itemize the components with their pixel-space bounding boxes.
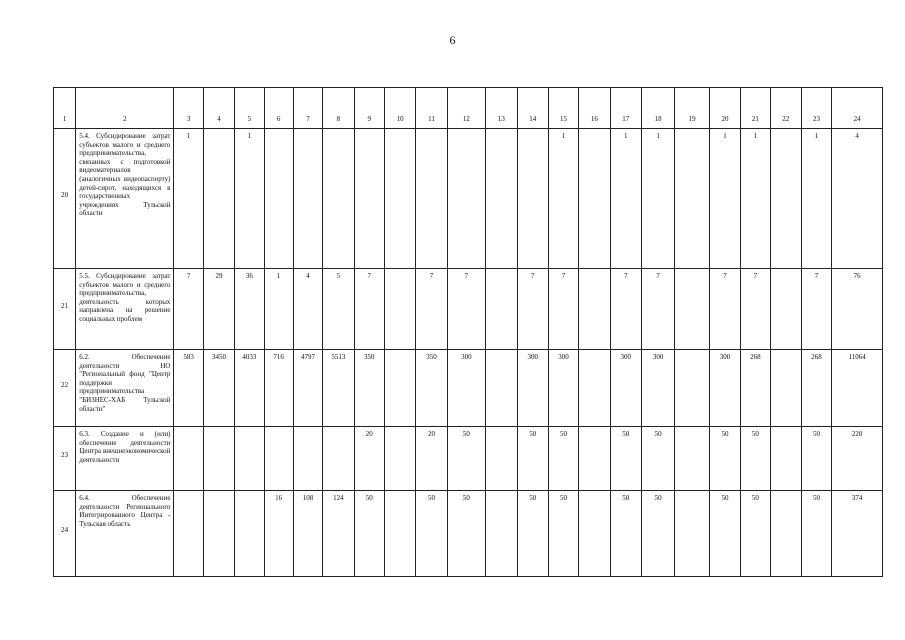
header-cell-12: 12	[447, 88, 485, 129]
value-cell-col-20: 300	[709, 350, 740, 427]
value-cell-col-12	[447, 129, 485, 269]
value-cell-col-24: 11064	[832, 350, 883, 427]
row-description: 6.3. Создание и (или) обеспечение деятельности Центра внешнеэкономической деятельности	[76, 427, 174, 491]
value-cell-col-16	[579, 427, 610, 491]
value-cell-col-16	[579, 269, 610, 350]
header-cell-4: 4	[203, 88, 234, 129]
value-cell-col-9: 7	[354, 269, 384, 350]
row-description: 5.4. Субсидирование затрат субъектов малого и среднего предпринимательства, связанных с подготовкой видеоматериалов (аналогичных видеопаспорту) детей-сирот, находящихся в государственных учреждениях Тульской области	[76, 129, 174, 269]
value-cell-col-7: 4797	[293, 350, 322, 427]
value-cell-col-5: 36	[235, 269, 264, 350]
value-cell-col-19	[675, 350, 709, 427]
header-cell-21: 21	[741, 88, 770, 129]
value-cell-col-24: 374	[832, 491, 883, 577]
header-cell-5: 5	[235, 88, 264, 129]
value-cell-col-3	[174, 427, 203, 491]
value-cell-col-15: 1	[548, 129, 578, 269]
value-cell-col-12: 50	[447, 491, 485, 577]
header-cell-14: 14	[517, 88, 548, 129]
value-cell-col-9	[354, 129, 384, 269]
header-cell-2: 2	[76, 88, 174, 129]
value-cell-col-18: 1	[641, 129, 674, 269]
value-cell-col-17: 50	[610, 427, 641, 491]
value-cell-col-12: 7	[447, 269, 485, 350]
value-cell-col-5: 1	[235, 129, 264, 269]
value-cell-col-16	[579, 491, 610, 577]
value-cell-col-24: 220	[832, 427, 883, 491]
value-cell-col-11: 20	[416, 427, 447, 491]
value-cell-col-3: 583	[174, 350, 203, 427]
header-cell-16: 16	[579, 88, 610, 129]
value-cell-col-11: 7	[416, 269, 447, 350]
value-cell-col-14: 7	[517, 269, 548, 350]
value-cell-col-15: 7	[548, 269, 578, 350]
value-cell-col-22	[770, 129, 801, 269]
value-cell-col-8: 5	[323, 269, 354, 350]
header-cell-18: 18	[641, 88, 674, 129]
header-cell-10: 10	[384, 88, 415, 129]
value-cell-col-8	[323, 427, 354, 491]
value-cell-col-17: 300	[610, 350, 641, 427]
table-body	[54, 88, 883, 577]
value-cell-col-14	[517, 129, 548, 269]
value-cell-col-4	[203, 129, 234, 269]
value-cell-col-6	[264, 427, 293, 491]
table-row	[54, 269, 883, 350]
value-cell-col-11: 350	[416, 350, 447, 427]
row-number: 23	[54, 427, 76, 491]
value-cell-col-12: 300	[447, 350, 485, 427]
value-cell-col-3	[174, 491, 203, 577]
value-cell-col-17: 50	[610, 491, 641, 577]
value-cell-col-10	[384, 427, 415, 491]
row-number: 24	[54, 491, 76, 577]
table-row	[54, 491, 883, 577]
value-cell-col-14: 50	[517, 427, 548, 491]
value-cell-col-23: 7	[801, 269, 831, 350]
header-cell-1: 1	[54, 88, 76, 129]
header-cell-3: 3	[174, 88, 203, 129]
value-cell-col-20: 7	[709, 269, 740, 350]
header-cell-24: 24	[832, 88, 883, 129]
value-cell-col-23: 50	[801, 427, 831, 491]
value-cell-col-12: 50	[447, 427, 485, 491]
row-description: 5.5. Субсидирование затрат субъектов малого и среднего предпринимательства, деятельность которых направлена на решение социальных проблем	[76, 269, 174, 350]
header-cell-19: 19	[675, 88, 709, 129]
value-cell-col-10	[384, 350, 415, 427]
header-cell-22: 22	[770, 88, 801, 129]
header-cell-13: 13	[486, 88, 517, 129]
value-cell-col-17: 1	[610, 129, 641, 269]
value-cell-col-17: 7	[610, 269, 641, 350]
value-cell-col-21: 7	[741, 269, 770, 350]
value-cell-col-18: 300	[641, 350, 674, 427]
value-cell-col-14: 300	[517, 350, 548, 427]
value-cell-col-14: 50	[517, 491, 548, 577]
value-cell-col-8: 124	[323, 491, 354, 577]
value-cell-col-16	[579, 350, 610, 427]
value-cell-col-6	[264, 129, 293, 269]
value-cell-col-13	[486, 269, 517, 350]
value-cell-col-8: 5513	[323, 350, 354, 427]
value-cell-col-21: 50	[741, 427, 770, 491]
header-row	[54, 88, 883, 129]
value-cell-col-24: 4	[832, 129, 883, 269]
value-cell-col-23: 268	[801, 350, 831, 427]
budget-table	[53, 87, 883, 577]
value-cell-col-18: 50	[641, 491, 674, 577]
value-cell-col-13	[486, 491, 517, 577]
header-cell-8: 8	[323, 88, 354, 129]
value-cell-col-10	[384, 269, 415, 350]
value-cell-col-5	[235, 427, 264, 491]
value-cell-col-7	[293, 129, 322, 269]
value-cell-col-5	[235, 491, 264, 577]
value-cell-col-4	[203, 427, 234, 491]
value-cell-col-22	[770, 427, 801, 491]
value-cell-col-18: 50	[641, 427, 674, 491]
header-cell-9: 9	[354, 88, 384, 129]
value-cell-col-3: 1	[174, 129, 203, 269]
value-cell-col-16	[579, 129, 610, 269]
value-cell-col-3: 7	[174, 269, 203, 350]
value-cell-col-6: 1	[264, 269, 293, 350]
value-cell-col-13	[486, 129, 517, 269]
value-cell-col-20: 1	[709, 129, 740, 269]
row-description: 6.4. Обеспечение деятельности Регионального Интегрированного Центра - Тульская область	[76, 491, 174, 577]
table-row	[54, 129, 883, 269]
header-cell-7: 7	[293, 88, 322, 129]
header-cell-20: 20	[709, 88, 740, 129]
row-number: 21	[54, 269, 76, 350]
value-cell-col-11	[416, 129, 447, 269]
value-cell-col-19	[675, 427, 709, 491]
value-cell-col-8	[323, 129, 354, 269]
value-cell-col-10	[384, 129, 415, 269]
value-cell-col-24: 76	[832, 269, 883, 350]
value-cell-col-21: 1	[741, 129, 770, 269]
value-cell-col-19	[675, 491, 709, 577]
value-cell-col-19	[675, 269, 709, 350]
value-cell-col-9: 20	[354, 427, 384, 491]
value-cell-col-10	[384, 491, 415, 577]
value-cell-col-4: 29	[203, 269, 234, 350]
value-cell-col-19	[675, 129, 709, 269]
value-cell-col-6: 16	[264, 491, 293, 577]
value-cell-col-7: 108	[293, 491, 322, 577]
value-cell-col-21: 268	[741, 350, 770, 427]
value-cell-col-9: 350	[354, 350, 384, 427]
header-cell-11: 11	[416, 88, 447, 129]
value-cell-col-23: 1	[801, 129, 831, 269]
table-row	[54, 350, 883, 427]
value-cell-col-22	[770, 491, 801, 577]
value-cell-col-7: 4	[293, 269, 322, 350]
value-cell-col-5: 4033	[235, 350, 264, 427]
value-cell-col-20: 50	[709, 491, 740, 577]
value-cell-col-18: 7	[641, 269, 674, 350]
table-row	[54, 427, 883, 491]
value-cell-col-15: 300	[548, 350, 578, 427]
value-cell-col-13	[486, 427, 517, 491]
value-cell-col-6: 716	[264, 350, 293, 427]
budget-table-container	[53, 87, 883, 577]
row-description: 6.2. Обеспечение деятельности НО "Региональный фонд "Центр поддержки предпринимательства "БИЗНЕС-ХАБ Тульской области"	[76, 350, 174, 427]
value-cell-col-4: 3450	[203, 350, 234, 427]
value-cell-col-13	[486, 350, 517, 427]
value-cell-col-22	[770, 350, 801, 427]
header-cell-17: 17	[610, 88, 641, 129]
header-cell-6: 6	[264, 88, 293, 129]
value-cell-col-4	[203, 491, 234, 577]
page-number: 6	[449, 33, 456, 47]
value-cell-col-21: 50	[741, 491, 770, 577]
row-number: 20	[54, 129, 76, 269]
value-cell-col-15: 50	[548, 427, 578, 491]
value-cell-col-20: 50	[709, 427, 740, 491]
header-cell-23: 23	[801, 88, 831, 129]
value-cell-col-23: 50	[801, 491, 831, 577]
value-cell-col-9: 50	[354, 491, 384, 577]
header-cell-15: 15	[548, 88, 578, 129]
row-number: 22	[54, 350, 76, 427]
value-cell-col-22	[770, 269, 801, 350]
value-cell-col-7	[293, 427, 322, 491]
value-cell-col-11: 50	[416, 491, 447, 577]
value-cell-col-15: 50	[548, 491, 578, 577]
